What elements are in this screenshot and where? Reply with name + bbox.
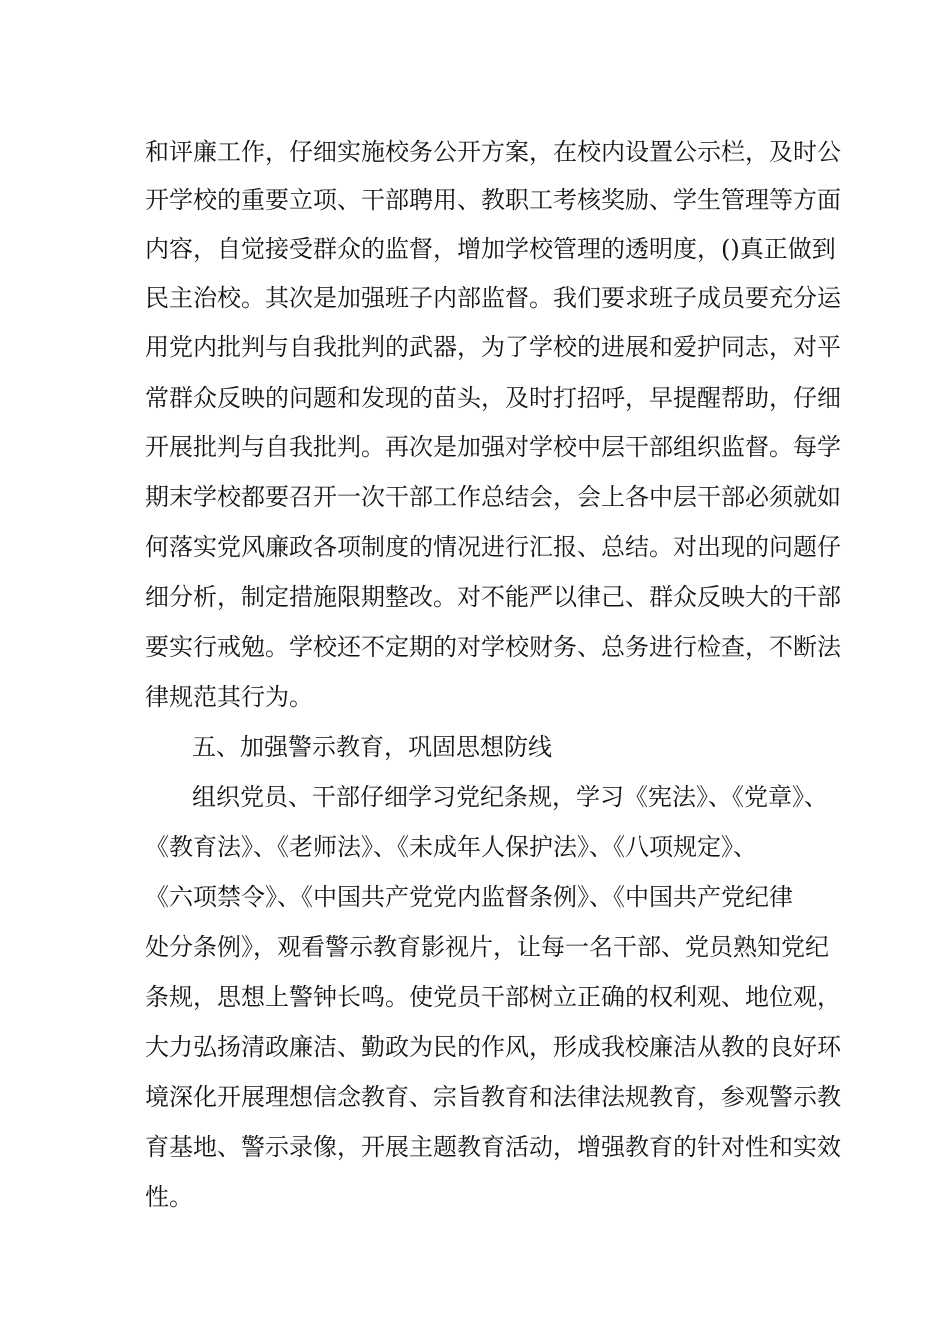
paragraph-line: 《六项禁令》、《中国共产党党内监督条例》、《中国共产党纪律 (145, 883, 793, 911)
paragraph-line: 开学校的重要立项、干部聘用、教职工考核奖励、学生管理等方面 (145, 186, 841, 214)
paragraph-line: 律规范其行为。 (145, 683, 313, 711)
paragraph-line: 组织党员、干部仔细学习党纪条规，学习《宪法》、《党章》、 (192, 783, 828, 811)
paragraph-line: 大力弘扬清政廉洁、勤政为民的作风，形成我校廉洁从教的良好环 (145, 1033, 841, 1061)
paragraph-line: 和评廉工作，仔细实施校务公开方案，在校内设置公示栏，及时公 (145, 138, 841, 166)
paragraph-line: 民主治校。其次是加强班子内部监督。我们要求班子成员要充分运 (145, 284, 841, 312)
paragraph-line: 要实行戒勉。学校还不定期的对学校财务、总务进行检查，不断法 (145, 633, 841, 661)
paragraph-line: 何落实党风廉政各项制度的情况进行汇报、总结。对出现的问题仔 (145, 533, 841, 561)
paragraph-line: 育基地、警示录像，开展主题教育活动，增强教育的针对性和实效 (145, 1133, 841, 1161)
paragraph-line: 性。 (145, 1183, 193, 1211)
paragraph-line: 处分条例》，观看警示教育影视片，让每一名干部、党员熟知党纪 (145, 933, 829, 961)
paragraph-line: 内容，自觉接受群众的监督，增加学校管理的透明度，()真正做到 (145, 235, 836, 263)
paragraph-line: 《教育法》、《老师法》、《未成年人保护法》、《八项规定》、 (145, 833, 757, 861)
paragraph-line: 开展批判与自我批判。再次是加强对学校中层干部组织监督。每学 (145, 433, 841, 461)
section-heading: 五、加强警示教育，巩固思想防线 (192, 733, 552, 761)
paragraph-line: 条规，思想上警钟长鸣。使党员干部树立正确的权利观、地位观， (145, 983, 841, 1011)
paragraph-line: 期末学校都要召开一次干部工作总结会，会上各中层干部必须就如 (145, 483, 841, 511)
paragraph-line: 常群众反映的问题和发现的苗头，及时打招呼，早提醒帮助，仔细 (145, 384, 841, 412)
paragraph-line: 用党内批判与自我批判的武器，为了学校的进展和爱护同志，对平 (145, 333, 841, 361)
paragraph-line: 境深化开展理想信念教育、宗旨教育和法律法规教育，参观警示教 (145, 1083, 841, 1111)
paragraph-line: 细分析，制定措施限期整改。对不能严以律己、群众反映大的干部 (145, 583, 841, 611)
